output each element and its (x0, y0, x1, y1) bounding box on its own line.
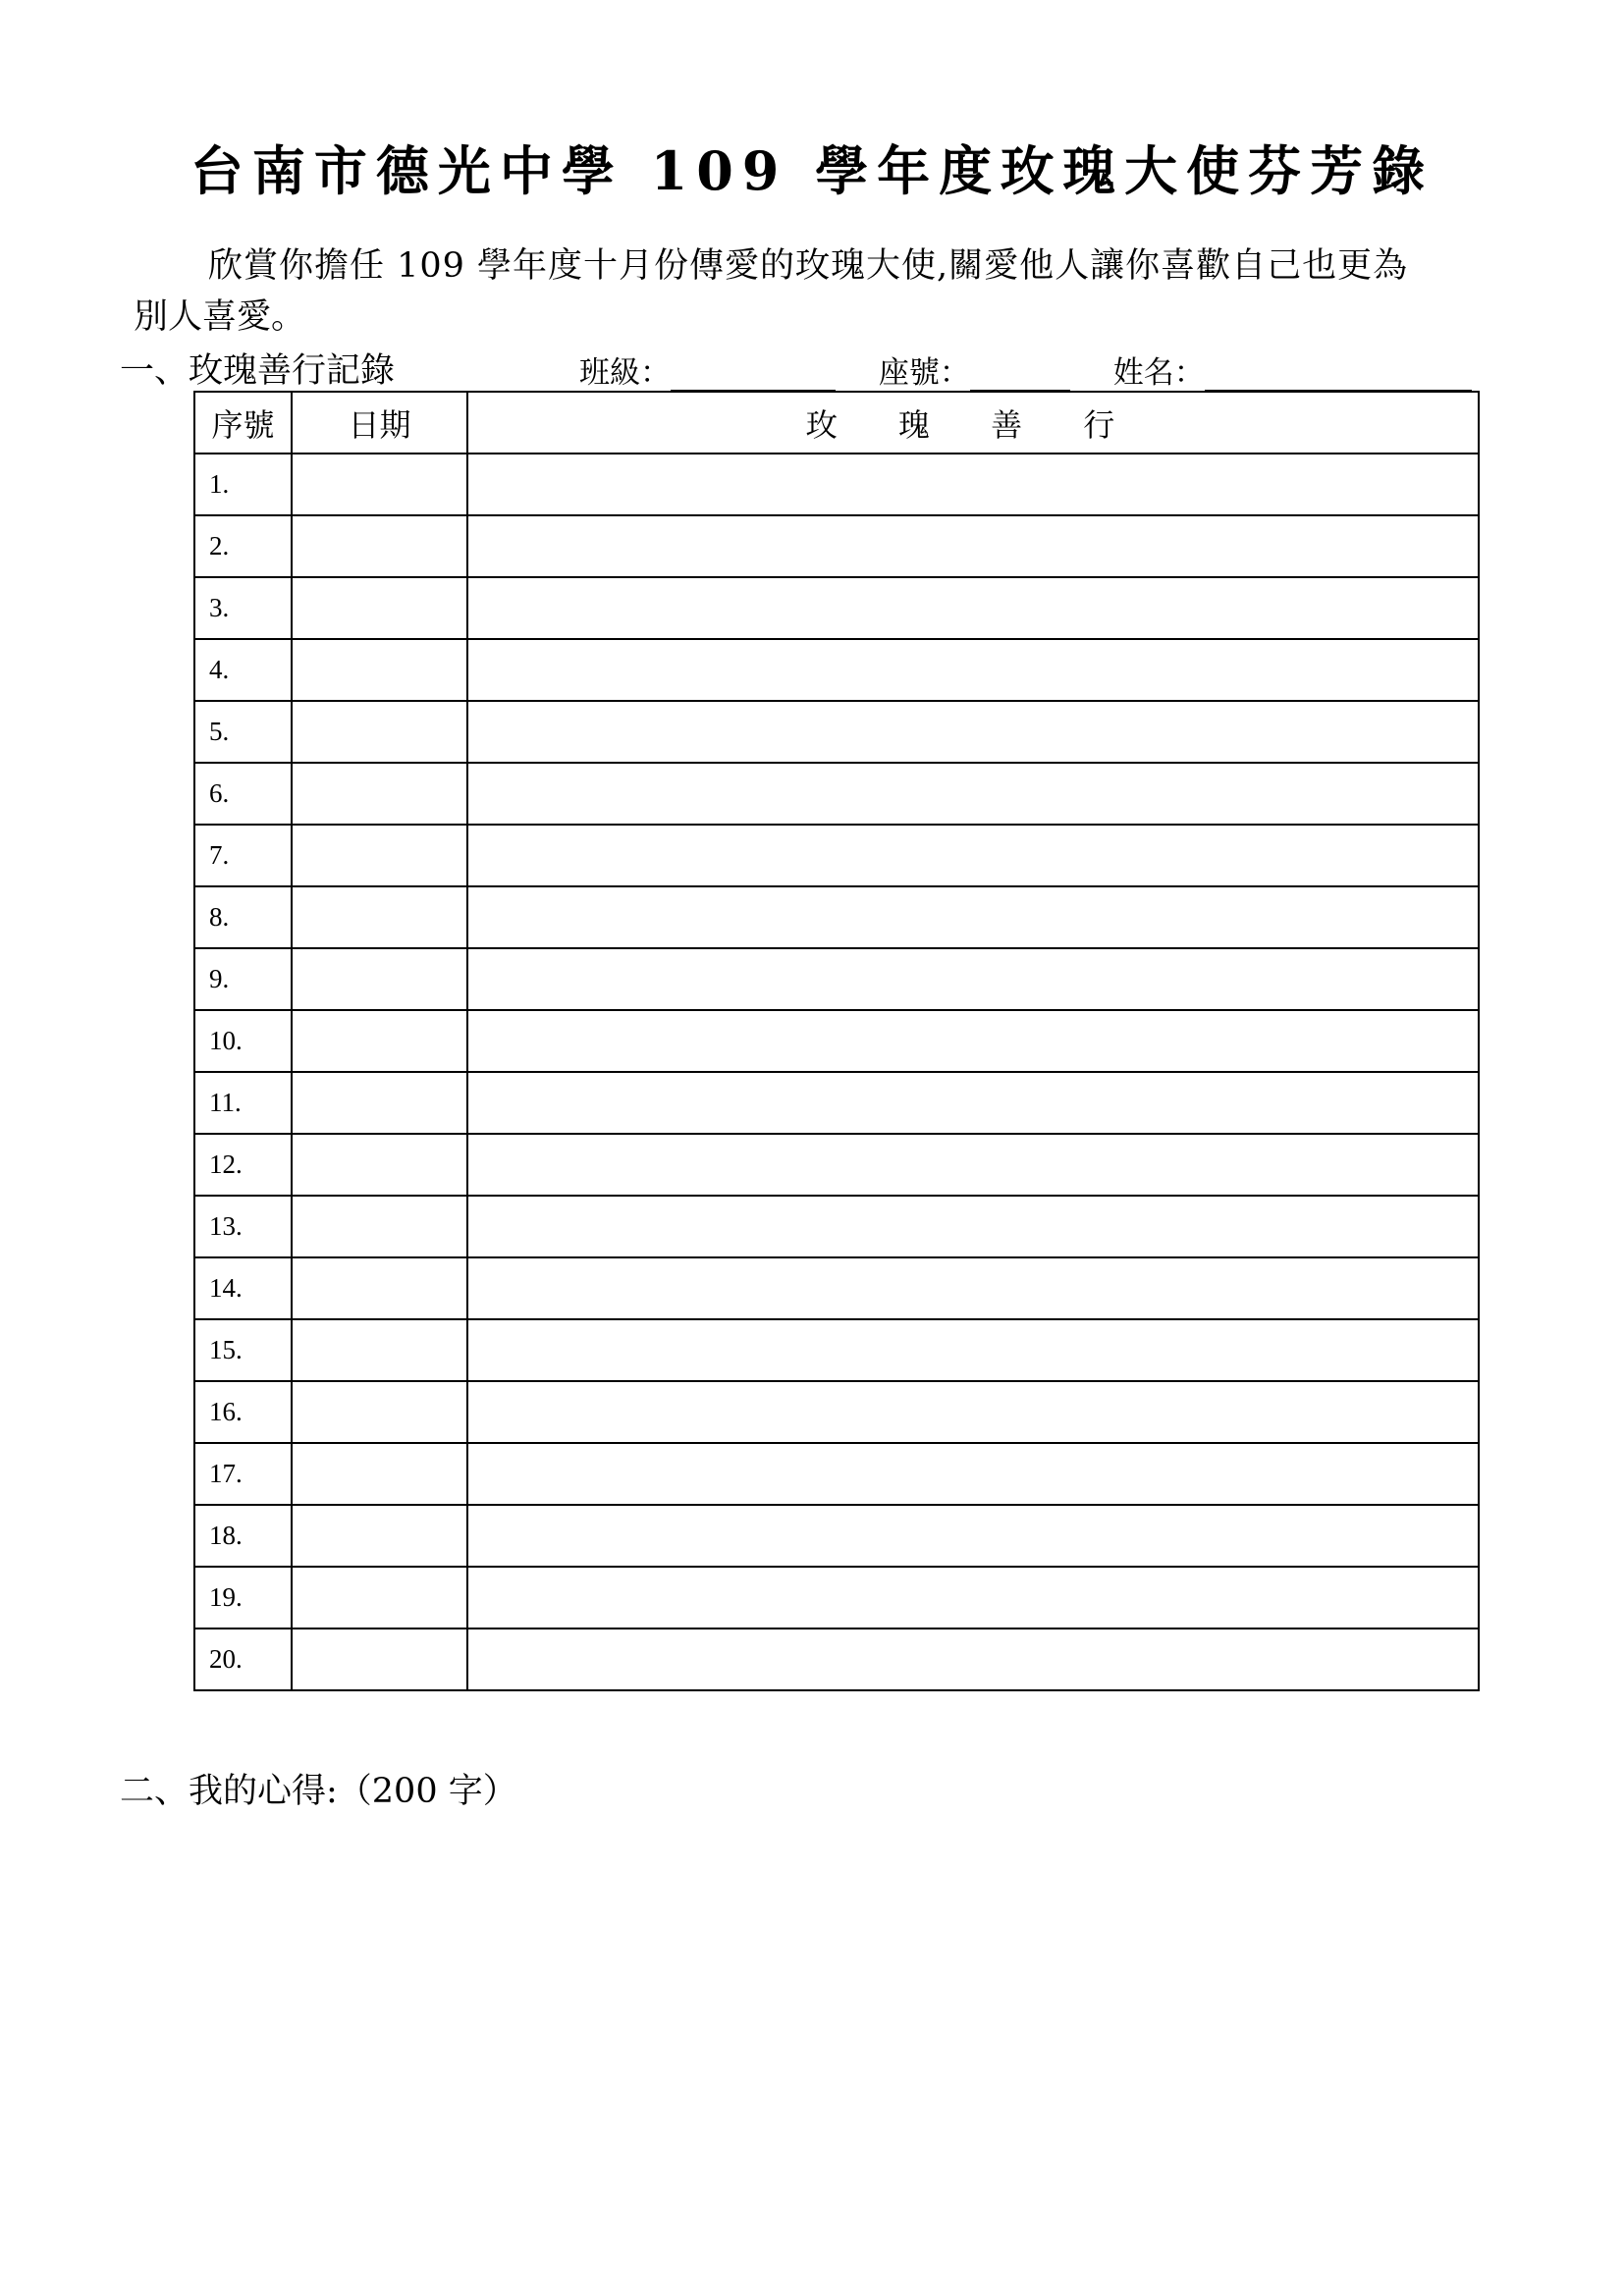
deed-cell[interactable] (467, 825, 1479, 886)
date-cell[interactable] (292, 948, 467, 1010)
deed-cell[interactable] (467, 454, 1479, 515)
deed-cell[interactable] (467, 1443, 1479, 1505)
deed-cell[interactable] (467, 1381, 1479, 1443)
table-row (194, 1443, 1479, 1505)
table-row (194, 1567, 1479, 1629)
section-2-heading: 二、我的心得:（200 字） (120, 1772, 517, 1811)
seat-field (879, 347, 1070, 392)
deed-cell[interactable] (467, 763, 1479, 825)
table-row (194, 1319, 1479, 1381)
page-title: 台南市德光中學 109 學年度玫瑰大使芬芳錄 (189, 139, 1435, 202)
row-number: 8. (194, 886, 292, 948)
name-field (1113, 347, 1472, 392)
row-number: 7. (194, 825, 292, 886)
row-number: 18. (194, 1505, 292, 1567)
date-cell[interactable] (292, 1196, 467, 1257)
deed-cell[interactable] (467, 701, 1479, 763)
deed-cell[interactable] (467, 515, 1479, 577)
table-row (194, 1629, 1479, 1690)
table-row (194, 1505, 1479, 1567)
table-row (194, 948, 1479, 1010)
class-blank[interactable] (671, 354, 836, 392)
row-number: 4. (194, 639, 292, 701)
intro-line-2: 別人喜愛。 (134, 297, 306, 337)
row-number: 16. (194, 1381, 292, 1443)
intro-paragraph (120, 240, 1514, 343)
student-info-fields (579, 347, 1472, 392)
date-cell[interactable] (292, 1072, 467, 1134)
date-cell[interactable] (292, 1629, 467, 1690)
deed-cell[interactable] (467, 1505, 1479, 1567)
date-cell[interactable] (292, 886, 467, 948)
name-blank[interactable] (1205, 354, 1472, 392)
deed-cell[interactable] (467, 1257, 1479, 1319)
table-row (194, 515, 1479, 577)
table-row (194, 454, 1479, 515)
row-number: 14. (194, 1257, 292, 1319)
row-number: 15. (194, 1319, 292, 1381)
date-cell[interactable] (292, 825, 467, 886)
header-deed: 玫 瑰 善 行 (467, 392, 1479, 454)
header-date: 日期 (292, 392, 467, 454)
deed-cell[interactable] (467, 1196, 1479, 1257)
row-number: 9. (194, 948, 292, 1010)
date-cell[interactable] (292, 1443, 467, 1505)
date-cell[interactable] (292, 1505, 467, 1567)
table-row (194, 1381, 1479, 1443)
row-number: 20. (194, 1629, 292, 1690)
deed-cell[interactable] (467, 886, 1479, 948)
row-number: 17. (194, 1443, 292, 1505)
deed-record-table (193, 391, 1480, 1691)
table-row (194, 763, 1479, 825)
date-cell[interactable] (292, 515, 467, 577)
class-field (579, 347, 836, 392)
table-row (194, 1072, 1479, 1134)
row-number: 3. (194, 577, 292, 639)
date-cell[interactable] (292, 639, 467, 701)
class-label: 班級： (579, 355, 671, 391)
row-number: 13. (194, 1196, 292, 1257)
table-row (194, 577, 1479, 639)
deed-cell[interactable] (467, 639, 1479, 701)
deed-cell[interactable] (467, 1629, 1479, 1690)
header-number: 序號 (194, 392, 292, 454)
intro-line-1: 欣賞你擔任 109 學年度十月份傳愛的玫瑰大使,關愛他人讓你喜歡自己也更為 (208, 246, 1409, 286)
seat-blank[interactable] (970, 354, 1070, 392)
date-cell[interactable] (292, 763, 467, 825)
seat-label: 座號： (878, 355, 970, 391)
deed-cell[interactable] (467, 1010, 1479, 1072)
deed-cell[interactable] (467, 948, 1479, 1010)
date-cell[interactable] (292, 577, 467, 639)
row-number: 5. (194, 701, 292, 763)
deed-cell[interactable] (467, 1567, 1479, 1629)
table-row (194, 1196, 1479, 1257)
deed-cell[interactable] (467, 1072, 1479, 1134)
date-cell[interactable] (292, 1319, 467, 1381)
date-cell[interactable] (292, 1134, 467, 1196)
row-number: 12. (194, 1134, 292, 1196)
table-row (194, 1257, 1479, 1319)
table-row (194, 1134, 1479, 1196)
table-row (194, 886, 1479, 948)
name-label: 姓名： (1112, 355, 1205, 391)
row-number: 2. (194, 515, 292, 577)
deed-cell[interactable] (467, 1319, 1479, 1381)
date-cell[interactable] (292, 454, 467, 515)
date-cell[interactable] (292, 701, 467, 763)
table-row (194, 701, 1479, 763)
date-cell[interactable] (292, 1257, 467, 1319)
date-cell[interactable] (292, 1567, 467, 1629)
row-number: 11. (194, 1072, 292, 1134)
table-row (194, 639, 1479, 701)
table-header-row (194, 392, 1479, 454)
deed-cell[interactable] (467, 577, 1479, 639)
section-1-heading: 一、玫瑰善行記錄 (120, 351, 396, 391)
row-number: 19. (194, 1567, 292, 1629)
row-number: 1. (194, 454, 292, 515)
table-row (194, 825, 1479, 886)
row-number: 6. (194, 763, 292, 825)
deed-cell[interactable] (467, 1134, 1479, 1196)
row-number: 10. (194, 1010, 292, 1072)
date-cell[interactable] (292, 1010, 467, 1072)
date-cell[interactable] (292, 1381, 467, 1443)
table-row (194, 1010, 1479, 1072)
